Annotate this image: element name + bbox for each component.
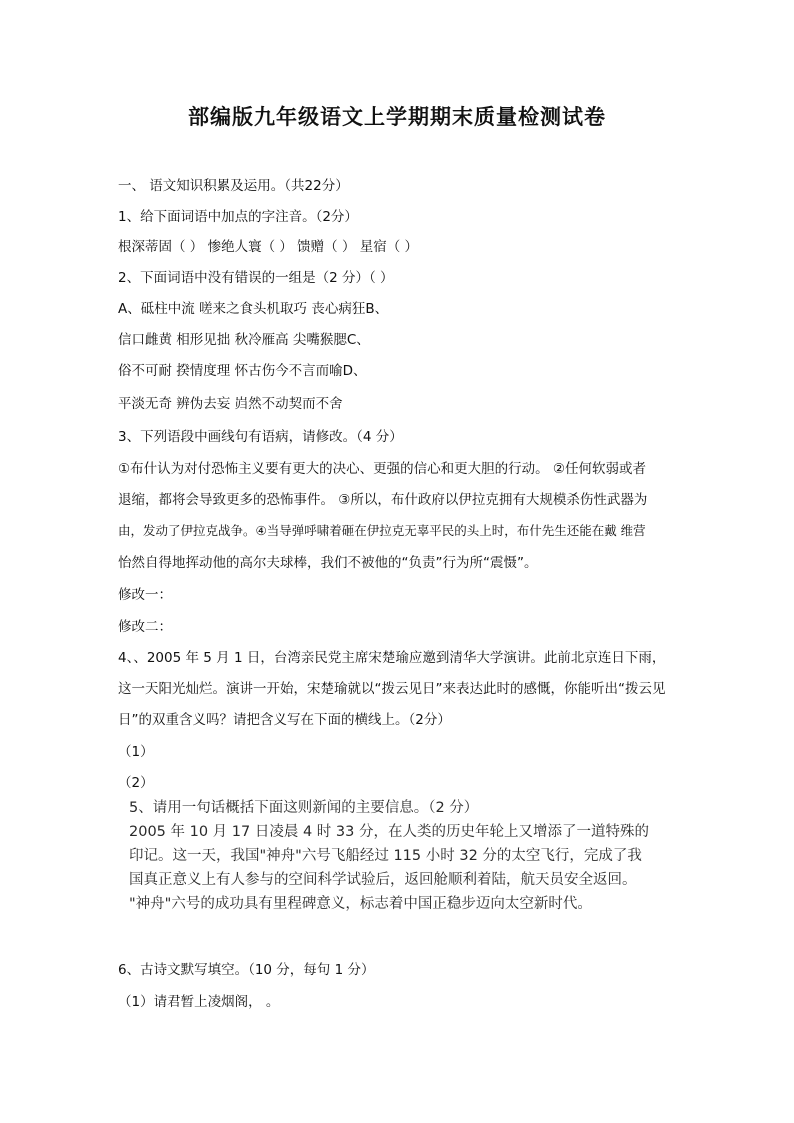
question-3: 3、下列语段中画线句有语病，请修改。（4 分） (118, 429, 403, 445)
question-2-option-d: 平淡无奇 辨伪去妄 岿然不动契而不舍 (118, 396, 343, 412)
question-6: 6、古诗文默写填空。（10 分，每句 1 分） (118, 962, 375, 978)
section-heading: 一、 语文知识积累及运用。（共22分） (118, 178, 349, 194)
answer-2: （2） (118, 775, 154, 791)
question-5: 5、请用一句话概括下面这则新闻的主要信息。（2 分） (129, 800, 479, 816)
revision-two: 修改二： (118, 619, 172, 635)
question-1: 1、给下面词语中加点的字注音。（2分） (118, 209, 358, 225)
revision-one: 修改一： (118, 587, 172, 603)
question-4: 4、、2005 年 5 月 1 日，台湾亲民党主席宋楚瑜应邀到清华大学演讲。此前北京连日下雨， (118, 650, 666, 666)
news-line: 印记。这一天，我国"神舟"六号飞船经过 115 小时 32 分的太空飞行，完成了我 (129, 848, 642, 864)
question-6-item-1: （1）请君暂上凌烟阁， 。 (118, 994, 280, 1010)
news-excerpt-image (129, 797, 674, 917)
question-2-option-b: 信口雌黄 相形见拙 秋冷雁高 尖嘴猴腮C、 (118, 332, 370, 348)
question-3-passage-line: ①布什认为对付恐怖主义要有更大的决心、更强的信心和更大胆的行动。 ②任何软弱或者 (118, 461, 646, 477)
question-4-line: 这一天阳光灿烂。演讲一开始，宋楚瑜就以“拨云见日”来表达此时的感慨，你能听出“拨云见 (118, 681, 666, 697)
question-3-passage-line: 由，发动了伊拉克战争。④当导弹呼啸着砸在伊拉克无辜平民的头上时，布什先生还能在戴 维营 (118, 523, 646, 538)
question-2-option-a: A、砥柱中流 嗟来之食头机取巧 丧心病狂B、 (118, 301, 389, 317)
question-3-passage-line: 退缩，都将会导致更多的恐怖事件。 ③所以，布什政府以伊拉克拥有大规模杀伤性武器为 (118, 492, 648, 508)
question-1-words: 根深蒂固（ ） 惨绝人寰（ ） 馈赠（ ） 星宿（ ） (118, 239, 419, 255)
news-line: 2005 年 10 月 17 日凌晨 4 时 33 分，在人类的历史年轮上又增添了一道特殊的 (129, 824, 649, 840)
answer-1: （1） (118, 744, 154, 760)
news-line: "神舟"六号的成功具有里程碑意义，标志着中国正稳步迈向太空新时代。 (129, 896, 592, 912)
question-4-line: 日”的双重含义吗？请把含义写在下面的横线上。（2分） (118, 712, 451, 728)
question-3-passage-line: 怡然自得地挥动他的高尔夫球棒，我们不被他的“负责”行为所“震慑”。 (118, 555, 538, 571)
news-line: 国真正意义上有人参与的空间科学试验后，返回舱顺利着陆，航天员安全返回。 (129, 872, 637, 888)
question-2-option-c: 俗不可耐 揆情度理 怀古伤今不言而喻D、 (118, 363, 367, 379)
page-title: 部编版九年级语文上学期期末质量检测试卷 (188, 105, 606, 129)
question-2: 2、下面词语中没有错误的一组是（2 分）（ ） (118, 270, 394, 286)
